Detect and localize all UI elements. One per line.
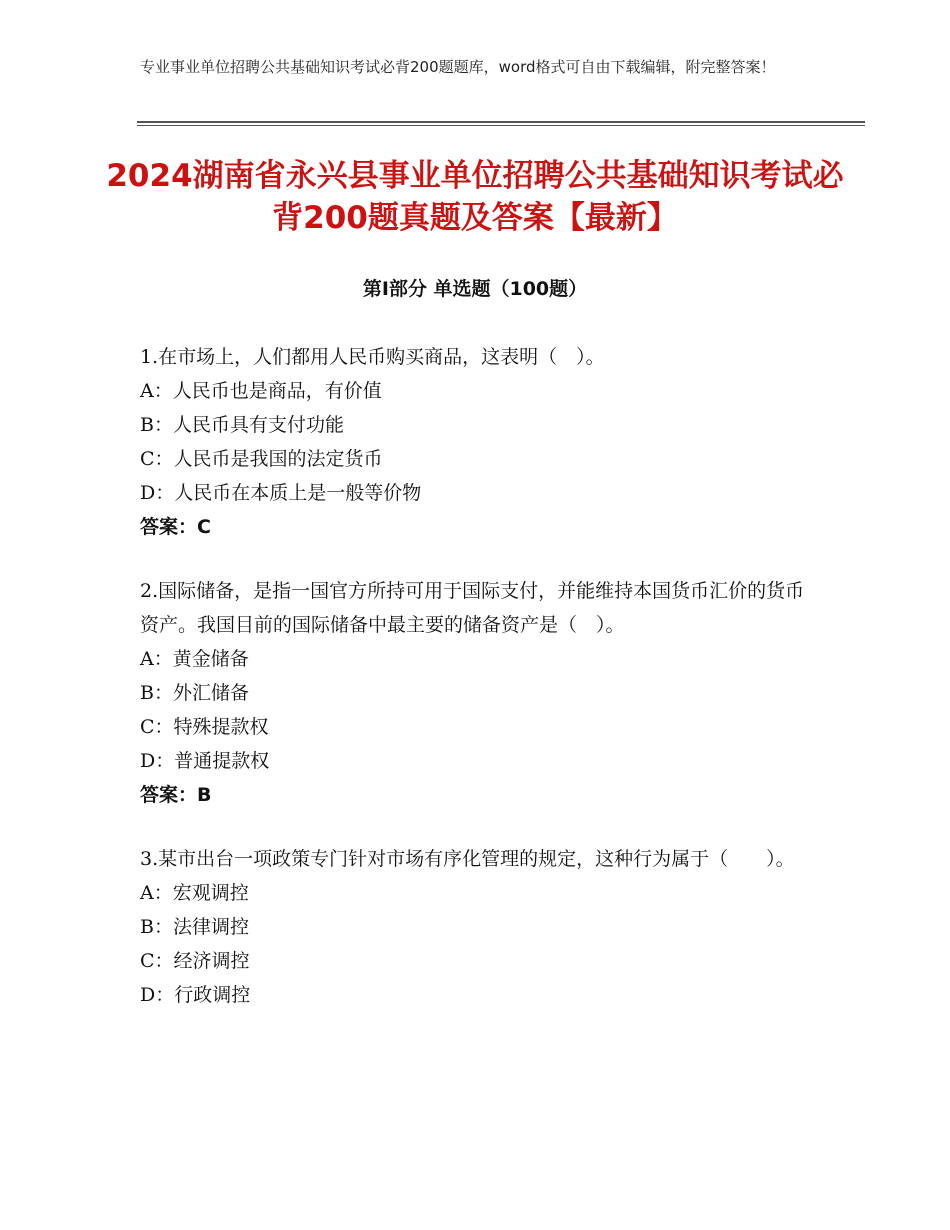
option-d: D：普通提款权 [140, 750, 270, 772]
option-a: A：人民币也是商品，有价值 [140, 380, 382, 402]
option-a: A：黄金储备 [140, 648, 249, 670]
answer: 答案：C [140, 516, 211, 538]
option-d: D：行政调控 [140, 984, 251, 1006]
answer: 答案：B [140, 784, 212, 806]
section-title: 第Ⅰ部分 单选题（100题） [362, 278, 588, 300]
question-stem: 1.在市场上，人们都用人民币购买商品，这表明（ ）。 [140, 346, 605, 368]
option-c: C：特殊提款权 [140, 716, 269, 738]
option-c: C：经济调控 [140, 950, 250, 972]
question-stem: 3.某市出台一项政策专门针对市场有序化管理的规定，这种行为属于（ ）。 [140, 848, 795, 870]
header-note: 专业事业单位招聘公共基础知识考试必背200题题库，word格式可自由下载编辑，附完整答案！ [140, 58, 776, 76]
question-stem: 2.国际储备，是指一国官方所持可用于国际支付，并能维持本国货币汇价的货币资产。我国目前的国际储备中最主要的储备资产是（ ）。 [140, 580, 805, 636]
option-a: A：宏观调控 [140, 882, 249, 904]
option-b: B：人民币具有支付功能 [140, 414, 344, 436]
question-2 [140, 574, 805, 812]
option-d: D：人民币在本质上是一般等价物 [140, 482, 422, 504]
question-1 [140, 340, 805, 544]
option-b: B：法律调控 [140, 916, 249, 938]
question-list [140, 340, 805, 1042]
document-title: 2024湖南省永兴县事业单位招聘公共基础知识考试必背200题真题及答案【最新】 [106, 158, 844, 236]
header-rule-thick [137, 121, 865, 123]
header-rule-thin [137, 125, 865, 126]
question-3 [140, 842, 805, 1012]
option-c: C：人民币是我国的法定货币 [140, 448, 383, 470]
option-b: B：外汇储备 [140, 682, 249, 704]
